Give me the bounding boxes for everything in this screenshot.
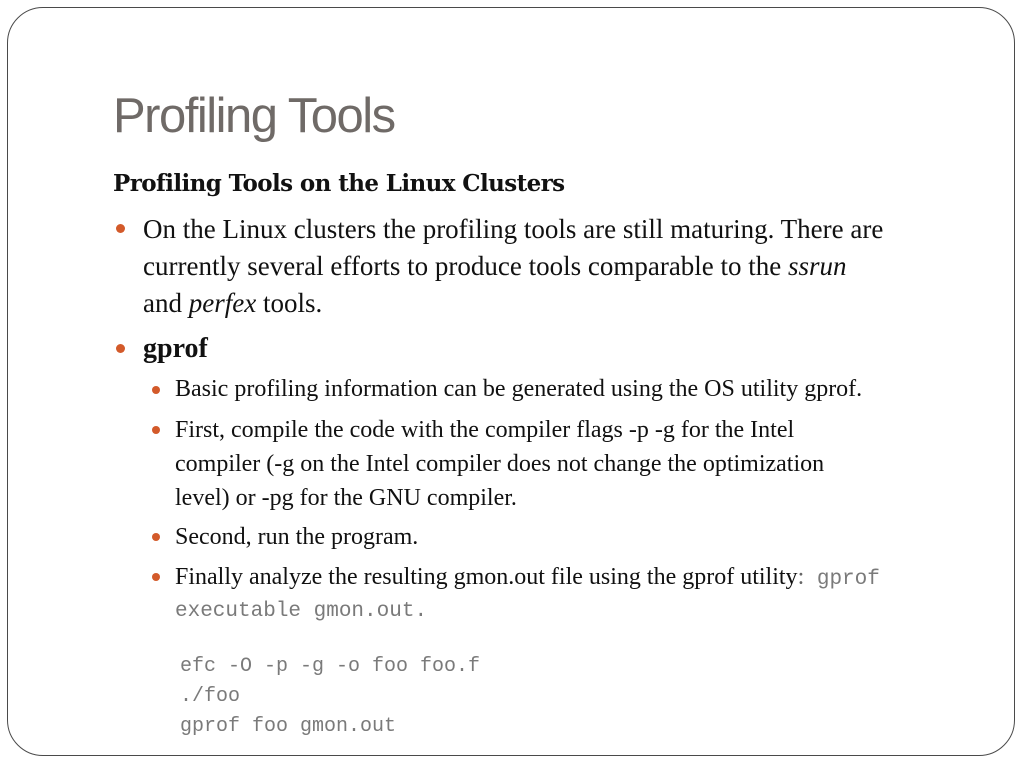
inline-code: gprof: [804, 568, 880, 591]
bullet-linux-line-3: [143, 285, 883, 322]
sub-bullet-dot: [152, 426, 160, 434]
code-line: efc -O -p -g -o foo foo.f: [180, 655, 481, 678]
text-span: Finally analyze the resulting gmon.out file using the gprof utility: [175, 564, 798, 590]
bullet-gprof-heading: gprof: [143, 333, 208, 364]
sub-bullet-basic-line: Basic profiling information can be generated using the OS utility gprof.: [175, 376, 863, 402]
sub-bullet-dot: [152, 533, 160, 541]
code-line: ./foo: [180, 685, 241, 708]
code-line: gprof foo gmon.out: [180, 715, 397, 738]
bullet-linux-line-1: On the Linux clusters the profiling tools are still maturing. There are: [143, 214, 884, 244]
code-block: [180, 652, 480, 742]
sub-bullet-run: [175, 520, 418, 554]
sub-bullet-run-line: Second, run the program.: [175, 524, 419, 550]
text-span: and: [143, 288, 189, 318]
slide-title: Profiling Tools: [113, 89, 395, 143]
bullet-dot: [116, 344, 125, 353]
colon: :: [797, 564, 805, 590]
bullet-linux-clusters: [143, 211, 883, 322]
sub-bullet-basic-profiling: [175, 372, 862, 406]
sub-bullet-analyze-line-1: [175, 560, 880, 597]
text-span: tools.: [256, 288, 323, 318]
sub-bullet-dot: [152, 386, 160, 394]
sub-bullet-compile-line-1: First, compile the code with the compiler flags -p -g for the Intel: [175, 417, 795, 443]
sub-bullet-compile-line-2: compiler (-g on the Intel compiler does not change the optimization: [175, 451, 825, 477]
bullet-linux-line-2: [143, 248, 883, 285]
perfex-italic: perfex: [188, 288, 257, 318]
ssrun-italic: ssrun: [788, 251, 847, 281]
inline-code-continued: executable gmon.out.: [175, 600, 428, 623]
sub-bullet-compile-line-3: level) or -pg for the GNU compiler.: [175, 485, 517, 511]
bullet-dot: [116, 224, 125, 233]
sub-bullet-compile: [175, 413, 824, 515]
sub-bullet-analyze: [175, 560, 880, 627]
sub-bullet-dot: [152, 573, 160, 581]
text-span: currently several efforts to produce tools comparable to the: [143, 251, 789, 281]
slide-subtitle: Profiling Tools on the Linux Clusters: [113, 170, 565, 197]
